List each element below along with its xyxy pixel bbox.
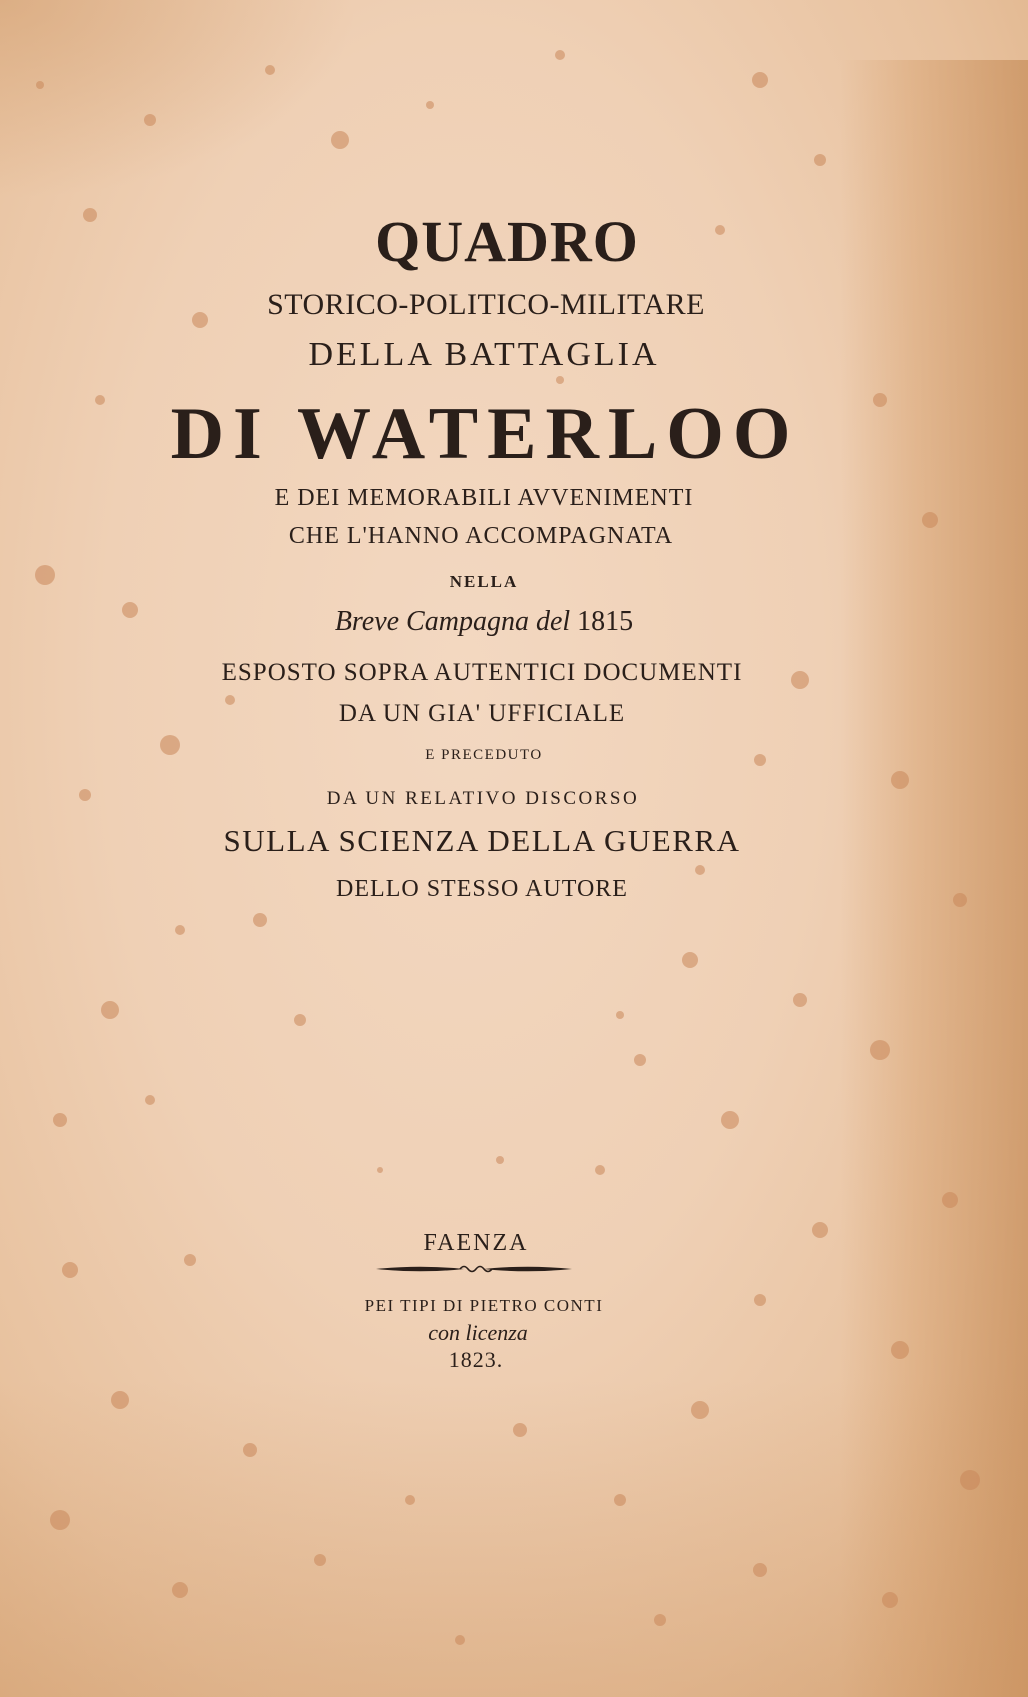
subtitle-line-1: STORICO-POLITICO-MILITARE xyxy=(267,288,705,321)
text-line: E PRECEDUTO xyxy=(425,747,543,763)
imprint-year: 1823. xyxy=(448,1347,504,1372)
text-line: DELLO STESSO AUTORE xyxy=(336,876,628,902)
imprint-license: con licenza xyxy=(428,1320,528,1345)
imprint-city: FAENZA xyxy=(423,1230,529,1256)
campaign-year: 1815 xyxy=(577,606,634,637)
text-line: SULLA SCIENZA DELLA GUERRA xyxy=(223,823,741,858)
text-line: DA UN RELATIVO DISCORSO xyxy=(326,788,640,809)
imprint-printer: PEI TIPI DI PIETRO CONTI xyxy=(364,1296,604,1315)
text-line: E DEI MEMORABILI AVVENIMENTI xyxy=(274,485,694,511)
text-line: CHE L'HANNO ACCOMPAGNATA xyxy=(288,523,674,549)
text-line: NELLA xyxy=(449,572,519,591)
campaign-line xyxy=(0,606,998,638)
paper-stain xyxy=(0,0,360,200)
main-title: DI WATERLOO xyxy=(170,393,800,475)
campaign-text: Breve Campagna del xyxy=(334,606,571,637)
ornamental-rule xyxy=(374,1262,574,1276)
title: QUADRO xyxy=(375,209,639,274)
text-line: DA UN GIA' UFFICIALE xyxy=(338,700,626,727)
subtitle-line-2: DELLA BATTAGLIA xyxy=(308,336,660,373)
text-line: ESPOSTO SOPRA AUTENTICI DOCUMENTI xyxy=(221,659,743,686)
paper-stain xyxy=(0,1380,1028,1697)
